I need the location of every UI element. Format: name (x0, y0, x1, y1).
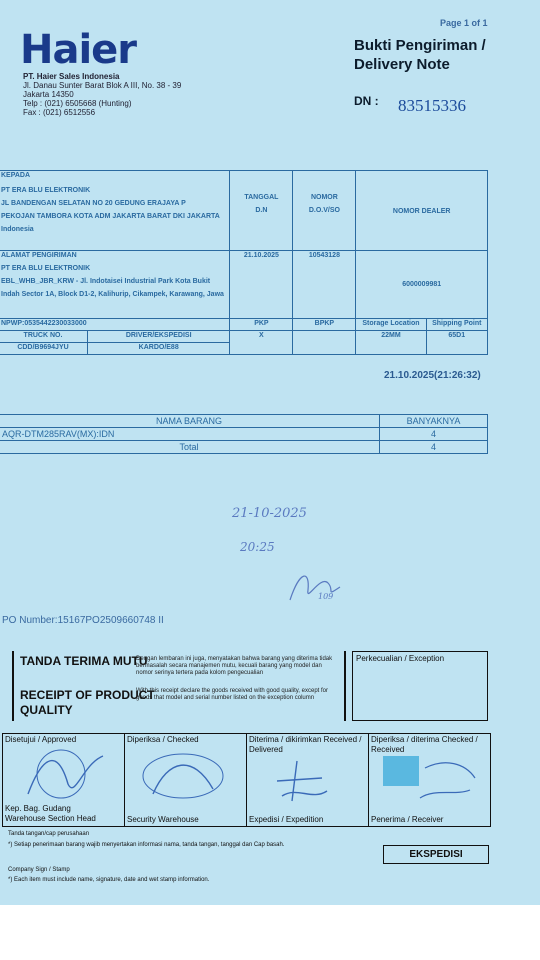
alamat-line-3: Indah Sector 1A, Block D1-2, Kalihurip, Cikampek, Karawang, Jawa (1, 291, 224, 298)
company-name: PT. Haier Sales Indonesia (23, 72, 120, 81)
ekspedisi-box: EKSPEDISI (383, 845, 489, 864)
tanggal-label: TANGGAL (244, 194, 279, 201)
kepada-line-3: PEKOJAN TAMBORA KOTA ADM JAKARTA BARAT DKI JAKARTA (1, 213, 220, 220)
col-nama-barang: NAMA BARANG (0, 415, 380, 428)
sig-receiver-label: Diperiksa / diterima Checked / Received (371, 735, 478, 754)
receipt-title-en-2: QUALITY (20, 703, 73, 717)
sig-approved-role-1: Kep. Bag. Gudang (5, 804, 71, 813)
handwritten-time: 20:25 (240, 540, 275, 554)
total-label: Total (0, 441, 380, 454)
alamat-label: ALAMAT PENGIRIMAN (1, 252, 77, 259)
receipt-title-en (20, 688, 155, 718)
print-timestamp: 21.10.2025(21:26:32) (384, 370, 481, 381)
alamat-line-1: PT ERA BLU ELEKTRONIK (1, 265, 91, 272)
kepada-line-4: Indonesia (1, 226, 34, 233)
company-address-1: Jl. Danau Sunter Barat Blok A III, No. 38 - 39 (23, 81, 182, 90)
tanggal-value: 21.10.2025 (230, 251, 293, 319)
kepada-line-2: JL BANDENGAN SELATAN NO 20 GEDUNG ERAJAYA P (1, 200, 186, 207)
receipt-text-id: Dengan lembaran ini juga, menyatakan bahwa barang yang diterima tidak bermasalah secara manajemen mutu, kecuali barang yang model dan nomor serinya tertera pada kolom pengecualian (136, 656, 333, 676)
signature-table (2, 733, 491, 827)
alamat-line-2: EBL_WHB_JBR_KRW - Jl. Indotaisei Industrial Park Kota Bukit (1, 278, 211, 285)
sig-checked-label: Diperiksa / Checked (127, 735, 199, 744)
document-title-line-2: Delivery Note (354, 56, 450, 73)
truck-label: TRUCK NO. (0, 331, 88, 343)
storage-value: 22MM (356, 331, 426, 355)
company-fax: Fax : (021) 6512556 (23, 108, 96, 117)
driver-value: KARDO/E88 (88, 343, 230, 355)
bpkp-label: BPKP (293, 319, 356, 331)
sig-received-cell (247, 734, 369, 827)
checked-stamp (133, 744, 233, 809)
footer-line-3: Company Sign / Stamp (8, 867, 70, 873)
footer-line-1: Tanda tangan/cap perusahaan (8, 831, 90, 837)
driver-label: DRIVER/EKSPEDISI (88, 331, 230, 343)
company-telp: Telp : (021) 6505668 (Hunting) (23, 99, 132, 108)
sig-approved-label: Disetujui / Approved (5, 735, 77, 744)
handwritten-date: 21-10-2025 (232, 506, 307, 521)
tanggal-sub: D.N (255, 207, 268, 214)
col-banyaknya: BANYAKNYA (380, 415, 488, 428)
item-name: AQR-DTM285RAV(MX):IDN (0, 428, 380, 441)
dealer-header (356, 171, 488, 251)
total-qty: 4 (380, 441, 488, 454)
handwritten-initials (280, 565, 350, 610)
shipping-label: Shipping Point (426, 319, 487, 331)
dn-number: 83515336 (398, 96, 466, 115)
receiver-stamp (375, 748, 485, 813)
nomor-value: 10543128 (293, 251, 356, 319)
document-title-line-1: Bukti Pengiriman / (354, 37, 486, 54)
dealer-label: NOMOR DEALER (392, 208, 451, 215)
nomor-sub: D.O.V/SO (308, 207, 340, 214)
sig-checked-cell (125, 734, 247, 827)
sig-received-label: Diterima / dikirimkan Received / Delivered (249, 735, 362, 754)
dealer-value: 6000009981 (356, 251, 488, 319)
pkp-label: PKP (230, 319, 293, 331)
exception-label: Perkecualian / Exception (356, 654, 445, 663)
sig-approved-cell (3, 734, 125, 827)
receipt-title-id: TANDA TERIMA MUTU (20, 654, 148, 668)
tanggal-header (230, 171, 293, 251)
item-qty: 4 (380, 428, 488, 441)
shipping-value: 65D1 (426, 331, 487, 355)
footer-line-4: *) Each item must include name, signature, date and wet stamp information. (8, 877, 210, 883)
nomor-label: NOMOR (310, 194, 338, 201)
kepada-label: KEPADA (1, 172, 31, 179)
items-table (0, 414, 488, 454)
sig-approved-role-2: Warehouse Section Head (5, 814, 96, 823)
page-label: Page 1 of 1 (440, 18, 488, 28)
haier-logo: Haier (20, 27, 137, 73)
po-number: PO Number:15167PO2509660748 II (2, 615, 164, 626)
sig-checked-role: Security Warehouse (127, 815, 199, 824)
footer-line-2: *) Setiap penerimaan barang wajib menyertakan informasi nama, tanda tangan, tanggal dan Cap basah. (8, 842, 285, 848)
receipt-title-en-1: RECEIPT OF PRODUCT (20, 688, 155, 702)
company-info (23, 72, 181, 117)
nomor-header (293, 171, 356, 251)
kepada-line-1: PT ERA BLU ELEKTRONIK (1, 187, 91, 194)
bpkp-value (293, 331, 356, 355)
alamat-cell (0, 251, 230, 319)
sig-receiver-cell (369, 734, 491, 827)
truck-value: CDD/B9694JYU (0, 343, 88, 355)
sig-expedition-role: Expedisi / Expedition (249, 815, 324, 824)
sig-receiver-role: Penerima / Receiver (371, 815, 444, 824)
storage-label: Storage Location (356, 319, 426, 331)
handwritten-mark: 109 (318, 592, 334, 601)
exception-box (352, 651, 488, 721)
company-address-2: Jakarta 14350 (23, 90, 74, 99)
header-table (0, 170, 488, 355)
received-signature (267, 756, 337, 806)
approved-signature (13, 744, 113, 804)
kepada-cell (0, 171, 230, 251)
pkp-value: X (230, 331, 293, 355)
receipt-text-en: With this receipt declare the goods received with good quality, except for goods that model and serial number listed on the exception column (136, 688, 328, 701)
document-title (354, 36, 486, 74)
npwp: NPWP:0535442230033000 (0, 319, 230, 331)
dn-label: DN : (354, 94, 379, 108)
